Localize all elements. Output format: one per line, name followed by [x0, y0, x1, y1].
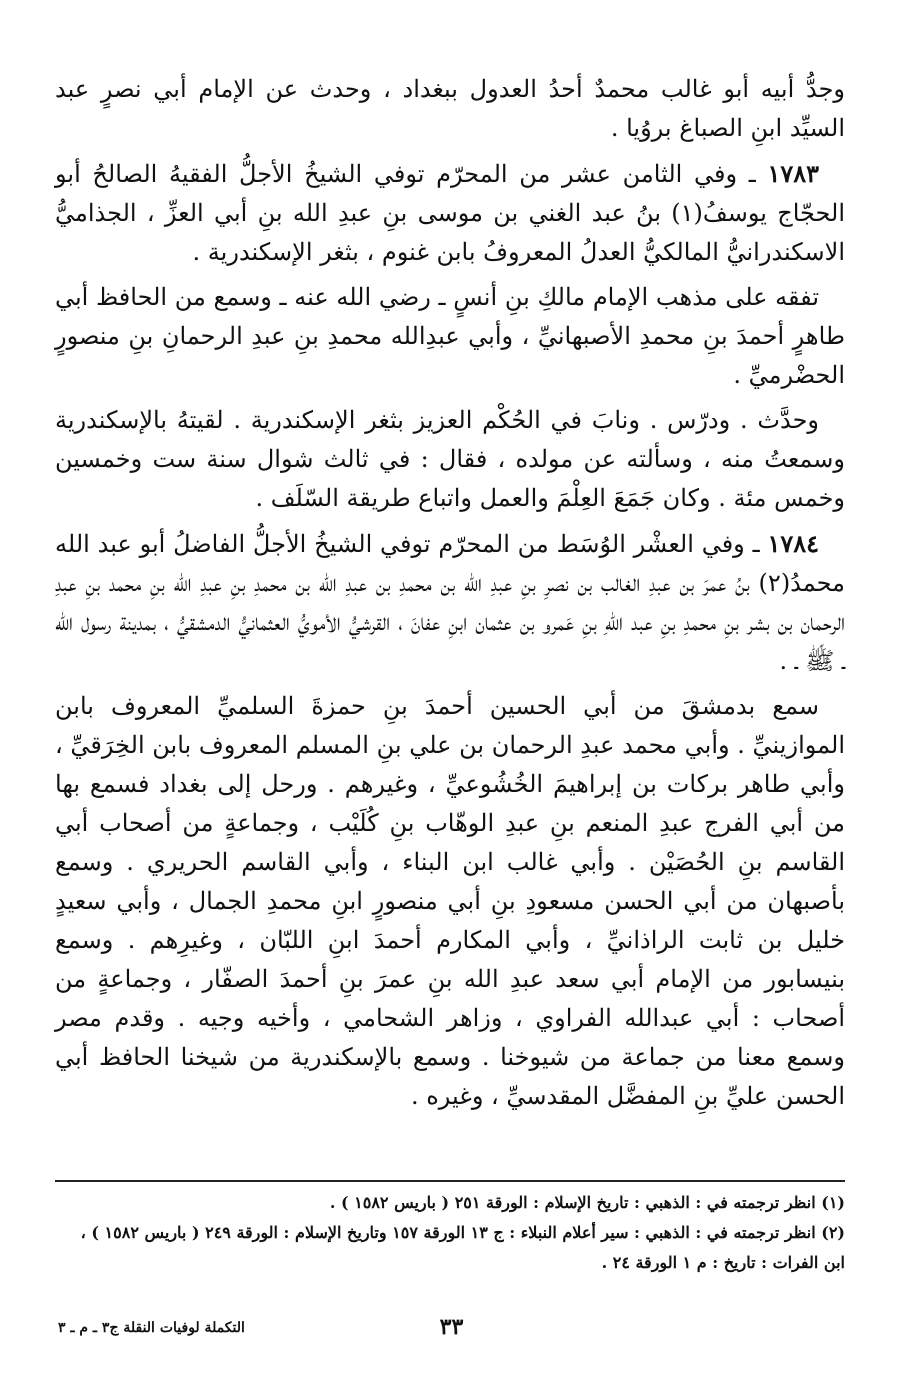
- paragraph-text: ـ وفي العشْر الوُسَط من المحرّم توفي الشيخُ الأجلُّ الفاضلُ أبو عبد الله محمدُ(٢) بنُ عمرَ بن عبدِ الغالب بن نصرِ بنِ عبدِ الله بن محمدِ بن عبدِ الله بن محمدِ بنِ عبدِ الله بنِ محمد بنِ عبدِ الرحمان بن بشر بنِ محمدِ بنِ عبد اللهِ بنِ عَمرو بن عثمان ابنِ عفانَ ، القرشيُّ الأمويُّ العثمانيُّ الدمشقيُّ ، بمدينة رسول الله ـ ﷺ ـ .: [55, 530, 845, 675]
- page-number: ٣٣: [439, 1314, 464, 1340]
- paragraph-text: تفقه على مذهب الإمام مالكِ بنِ أنسٍ ـ رضي الله عنه ـ وسمع من الحافظ أبي طاهرٍ أحمدَ بنِ محمدِ الأصبهانيِّ ، وأبي عبدِالله محمدِ بنِ عبدِ الرحمانِ بنِ منصورٍ الحضْرميِّ .: [55, 283, 845, 389]
- entry-paragraph: [55, 524, 845, 681]
- entry-number: ١٧٨٤: [767, 529, 819, 558]
- footnote-divider: [55, 1180, 845, 1182]
- paragraph: [55, 401, 845, 518]
- paragraph-text: وجدُّ أبيه أبو غالب محمدٌ أحدُ العدول ببغداد ، وحدث عن الإمام أبي نصرٍ عبد السيِّد ابنِ الصباغ بروُيا .: [55, 75, 845, 142]
- paragraph-text: سمع بدمشقَ من أبي الحسين أحمدَ بنِ حمزةَ السلميِّ المعروف بابن الموازينيِّ . وأبي محمد عبدِ الرحمان بن علي بنِ المسلم المعروف بابن الخِرَقيِّ ، وأبي طاهر بركات بن إبراهيمَ الخُشُوعيِّ ، وغيرهم . ورحل إلى بغداد فسمع بها من أبي الفرج عبدِ المنعم بنِ عبدِ الوهّاب بنِ كُلَيْب ، وجماعةٍ من أصحاب أبي القاسم بنِ الحُصَيْن . وأبي غالب ابن البناء ، وأبي القاسم الحريري . وسمع بأصبهان من أبي الحسن مسعودِ بنِ أبي منصورٍ ابنِ محمدِ الجمال ، وأبي سعيدٍ خليل بن ثابت الراذانيِّ ، وأبي المكارم أحمدَ ابنِ اللبّان ، وغيرِهم . وسمع بنيسابور من الإمام أبي سعد عبدِ الله بنِ عمرَ بنِ أحمدَ الصفّار ، وجماعةٍ من أصحاب : أبي عبدالله الفراوي ، وزاهر الشحامي ، وأخيه وجيه . وقدم مصر وسمع معنا من جماعة من شيوخنا . وسمع بالإسكندرية من شيخنا الحافظ أبي الحسن عليِّ بنِ المفضَّل المقدسيِّ ، وغيره .: [55, 692, 846, 1110]
- paragraph: [55, 70, 845, 148]
- paragraph: [55, 278, 845, 395]
- paragraph-text: ـ وفي الثامن عشر من المحرّم توفي الشيخُ الأجلُّ الفقيهُ الصالحُ أبو الحجّاج يوسفُ(١) بنُ عبد الغني بن موسى بنِ عبدِ الله بنِ أبي العزِّ ، الجذاميُّ الاسكندرانيُّ المالكيُّ العدلُ المعروفُ بابن غنوم ، بثغر الإسكندرية .: [55, 160, 845, 266]
- paragraph-text: وحدَّث . ودرّس . ونابَ في الحُكْم العزيز بثغر الإسكندرية . لقيتهُ بالإسكندرية وسمعتُ منه ، وسألته عن مولده ، فقال : في ثالث شوال سنة ست وخمسين وخمس مئة . وكان جَمَعَ العِلْمَ والعمل واتباع طريقة السّلَف .: [55, 406, 845, 512]
- paragraph: [55, 687, 845, 1116]
- footnote: (١) انظر ترجمته في : الذهبي : تاريخ الإسلام : الورقة ٢٥١ ( باريس ١٥٨٢ ) .: [329, 1193, 845, 1212]
- footnote: (٢) انظر ترجمته في : الذهبي : سير أعلام النبلاء : ج ١٣ الورقة ١٥٧ وتاريخ الإسلام : الورقة ٢٤٩ ( باريس ١٥٨٢ ) ، ابن الفرات : تاريخ : م ١ الورقة ٢٤ .: [80, 1223, 845, 1272]
- running-title: التكملة لوفيات النقلة ج٣ ـ م ـ ٣: [58, 1320, 245, 1336]
- entry-paragraph: [55, 154, 845, 272]
- page-footer: [58, 1314, 845, 1348]
- footnotes: [55, 1188, 845, 1278]
- entry-number: ١٧٨٣: [767, 159, 819, 188]
- main-text: [55, 70, 845, 1122]
